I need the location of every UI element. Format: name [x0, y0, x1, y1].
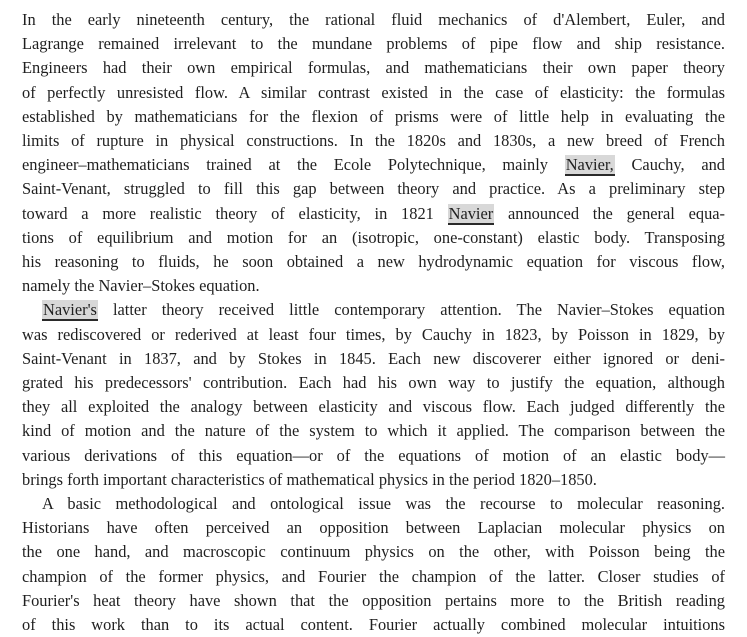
paragraph-2	[22, 298, 725, 492]
text-line: various derivations of this equation—or of the equations of motion of an elastic body—	[22, 445, 725, 465]
text-line: A basic methodological and ontological issue was the recourse to molecular reasoning.	[42, 494, 725, 514]
text-line: established by mathematicians for the flexion of prisms were of little help in evaluating the	[22, 106, 725, 126]
paragraph-1	[22, 8, 725, 298]
text-line: Engineers had their own empirical formulas, and mathematicians their own paper theory	[22, 58, 725, 78]
text-line: Fourier's heat theory have shown that the opposition pertains more to the British reading	[22, 590, 725, 610]
text-line: kind of motion and the nature of the system to which it applied. The comparison between the	[22, 421, 725, 441]
text-line: champion of the former physics, and Fourier the champion of the latter. Closer studies of	[22, 566, 725, 586]
highlighted-term[interactable]: Navier's	[43, 300, 97, 320]
text-line: engineer–mathematicians trained at the Ecole Polytechnique, mainly Navier, Cauchy, and	[22, 155, 725, 175]
text-line: of this work than to its actual content. Fourier actually combined molecular intuitions	[22, 615, 725, 635]
text-line: of perfectly unresisted flow. A similar contrast existed in the case of elasticity: the formulas	[22, 82, 725, 102]
highlighted-term[interactable]: Navier,	[565, 155, 614, 175]
text-line: tions of equilibrium and motion for an (isotropic, one-constant) elastic body. Transposing	[22, 227, 725, 247]
text-line: grated his predecessors' contribution. Each had his own way to justify the equation, although	[22, 373, 725, 393]
paragraph-3	[22, 492, 725, 637]
text-line: toward a more realistic theory of elasticity, in 1821 Navier announced the general equa-	[22, 203, 725, 223]
text-line: brings forth important characteristics of mathematical physics in the period 1820–1850.	[22, 469, 597, 489]
text-line: Saint-Venant, struggled to fill this gap between theory and practice. As a preliminary step	[22, 179, 725, 199]
text-line: the one hand, and macroscopic continuum physics on the other, with Poisson being the	[22, 542, 725, 562]
text-line: In the early nineteenth century, the rational fluid mechanics of d'Alembert, Euler, and	[22, 10, 725, 29]
text-line: Saint-Venant in 1837, and by Stokes in 1845. Each new discoverer either ignored or deni-	[22, 348, 725, 368]
text-line: namely the Navier–Stokes equation.	[22, 276, 260, 296]
text-line: they all exploited the analogy between elasticity and viscous flow. Each judged differently the	[22, 397, 725, 417]
text-line: Historians have often perceived an opposition between Laplacian molecular physics on	[22, 518, 725, 538]
text-line: his reasoning to fluids, he soon obtained a new hydrodynamic equation for viscous flow,	[22, 252, 725, 272]
text-line: limits of rupture in physical constructions. In the 1820s and 1830s, a new breed of French	[22, 131, 725, 151]
highlighted-term[interactable]: Navier	[448, 203, 494, 223]
text-line: Lagrange remained irrelevant to the mundane problems of pipe flow and ship resistance.	[22, 34, 725, 54]
text-line: Navier's latter theory received little contemporary attention. The Navier–Stokes equation	[43, 300, 725, 320]
text-line: was rediscovered or rederived at least four times, by Cauchy in 1823, by Poisson in 1829, by	[22, 324, 725, 344]
